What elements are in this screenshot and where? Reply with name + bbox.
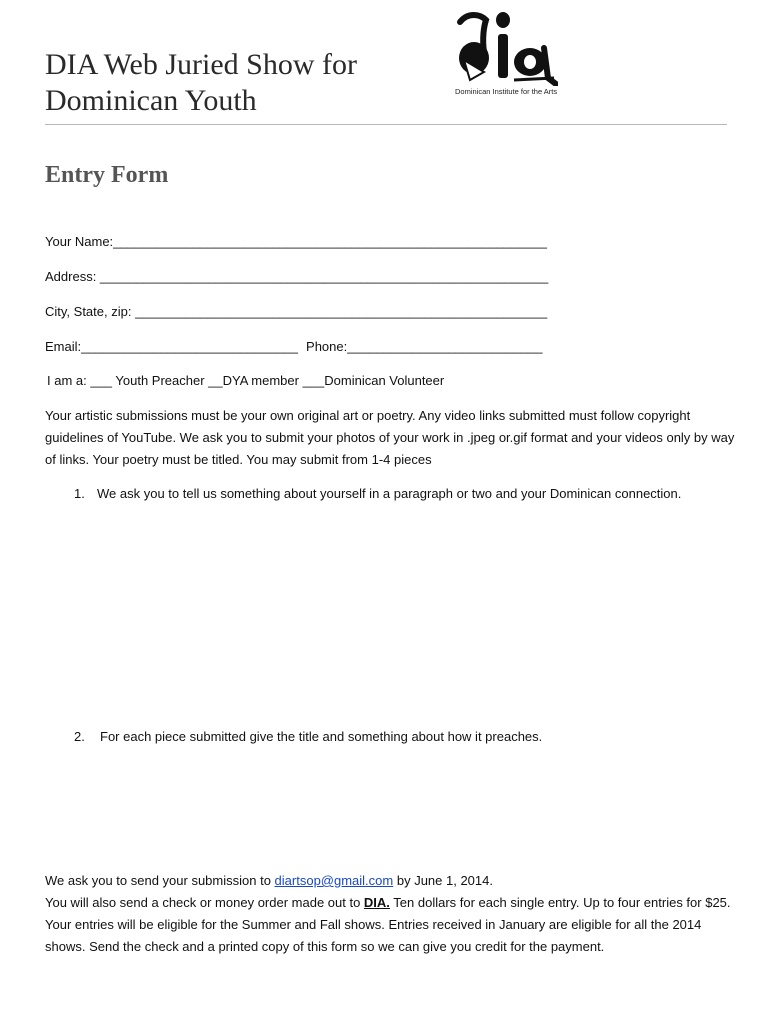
question-1-text: We ask you to tell us something about yourself in a paragraph or two and your Dominican connection. [97,486,682,501]
submission-instructions: Your artistic submissions must be your own original art or poetry. Any video links submitted must follow copyright guidelines of YouTube. We ask you to submit your photos of your work in .jpeg or.gif format and your videos only by way of links. Your poetry must be titled. You may submit from 1-4 pieces [45,408,735,467]
payee-name: DIA. [363,895,390,910]
logo-caption: Dominican Institute for the Arts [455,87,558,96]
section-heading: Entry Form [45,162,169,188]
check-text-suffix: Ten dollars for each single entry. Up to four entries for $25. Your entries will be eligible for the Summer and Fall shows. Entries received in January are eligible for all the 2014 shows. Send the check and a printed copy of this form so we can give you credit for the payment. [45,895,731,954]
name-field[interactable]: Your Name:____________________________________________________________ [45,234,547,249]
page-title [45,47,445,119]
question-2-text: For each piece submitted give the title and something about how it preaches. [100,729,543,744]
title-line-2: Dominican Youth [45,84,257,117]
question-1-number: 1. [74,486,85,501]
email-phone-row [45,339,542,354]
question-2-number: 2. [74,729,85,744]
title-line-1: DIA Web Juried Show for [45,48,357,81]
role-selection[interactable]: I am a: ___ Youth Preacher __DYA member ___Dominican Volunteer [47,373,445,388]
check-text-prefix: You will also send a check or money order made out to [45,895,364,910]
send-text-suffix: by June 1, 2014. [393,873,493,888]
city-state-zip-field[interactable]: City, State, zip: _________________________________________________________ [45,304,548,319]
phone-field[interactable]: Phone:___________________________ [306,339,543,354]
header-divider [45,124,727,125]
payment-instructions [45,870,735,958]
send-text-prefix: We ask you to send your submission to [45,873,275,888]
address-field[interactable]: Address: ______________________________________________________________ [45,269,549,284]
email-field[interactable]: Email:______________________________ [45,339,299,354]
dia-logo [454,8,558,86]
email-link[interactable]: diartsop@gmail.com [274,873,394,888]
